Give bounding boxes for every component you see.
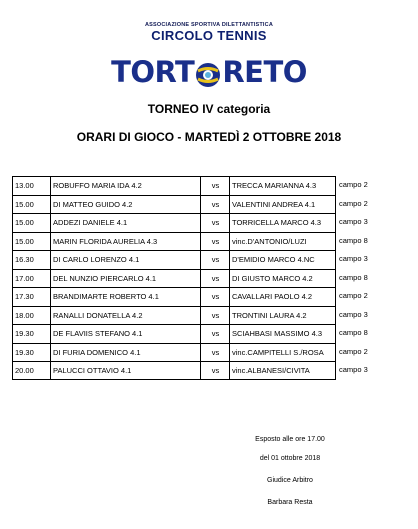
table-row [12,287,408,306]
table-row [12,343,408,362]
match-time: 19.30 [15,347,34,357]
player-one: DI FURIA DOMENICO 4.1 [50,344,201,362]
logo-text-right: RETO [222,55,307,89]
player-two: TORRICELLA MARCO 4.3 [229,214,338,232]
match-time: 16.30 [15,255,34,264]
versus-label: vs [200,177,230,195]
player-one: DI CARLO LORENZO 4.1 [50,251,201,269]
versus-label: vs [200,214,230,232]
court-label: campo 2 [339,180,368,189]
match-time: 20.00 [15,366,34,375]
versus-label: vs [200,233,230,251]
schedule-title: ORARI DI GIOCO - MARTEDÌ 2 OTTOBRE 2018 [76,130,342,144]
court-label: campo 3 [339,217,368,226]
player-two: D'EMIDIO MARCO 4.NC [229,251,338,269]
versus-label: vs [200,251,230,269]
court-label: campo 3 [339,309,368,319]
versus-label: vs [200,307,230,325]
player-one: RANALLI DONATELLA 4.2 [50,307,201,325]
player-two: TRONTINI LAURA 4.2 [229,307,338,325]
versus-label: vs [200,325,230,343]
court-label: campo 8 [339,328,368,337]
club-name: CIRCOLO TENNIS [151,28,267,43]
posted-time: Esposto alle ore 17.00 [255,436,325,443]
table-row [12,306,408,325]
match-time: 19.30 [15,329,34,338]
table-row [12,361,408,380]
player-two: VALENTINI ANDREA 4.1 [229,196,338,214]
player-two: CAVALLARI PAOLO 4.2 [229,288,338,306]
player-one: DI MATTEO GUIDO 4.2 [50,196,201,214]
logo-text-left: TORT [111,55,195,89]
player-two: SCIAHBASI MASSIMO 4.3 [229,325,338,343]
player-one: BRANDIMARTE ROBERTO 4.1 [50,288,201,306]
player-two: vinc.D'ANTONIO/LUZI [229,233,338,251]
court-label: campo 2 [339,291,368,300]
posted-date: del 01 ottobre 2018 [259,455,321,462]
player-two: vinc.CAMPITELLI S./ROSA [229,344,338,362]
player-one: DE FLAVIIS STEFANO 4.1 [50,325,201,343]
player-two: TRECCA MARIANNA 4.3 [229,177,338,195]
referee-name: Barbara Resta [267,499,313,506]
logo-wordmark [111,50,307,92]
tennis-ball-icon [195,58,221,84]
court-label: campo 3 [339,365,368,374]
match-time: 18.00 [15,310,34,320]
player-one: ROBUFFO MARIA IDA 4.2 [50,177,201,195]
court-label: campo 3 [339,254,368,263]
versus-label: vs [200,288,230,306]
referee-role: Giudice Arbitro [267,477,313,484]
club-logo [0,50,418,90]
player-one: PALUCCI OTTAVIO 4.1 [50,362,201,379]
table-row [12,195,408,214]
player-two: DI GIUSTO MARCO 4.2 [229,270,338,288]
court-label: campo 2 [339,346,368,356]
table-row [12,250,408,269]
match-time: 15.00 [15,218,34,227]
versus-label: vs [200,362,230,379]
court-label: campo 8 [339,272,368,282]
player-two: vinc.ALBANESI/CIVITA [229,362,338,379]
court-label: campo 8 [339,235,368,245]
match-time: 17.00 [15,273,34,283]
table-row [12,269,408,288]
match-time: 15.00 [15,236,34,246]
table-row [12,213,408,232]
tournament-title: TORNEO IV categoria [147,102,271,116]
versus-label: vs [200,196,230,214]
versus-label: vs [200,270,230,288]
match-time: 17.30 [15,292,34,301]
player-one: DEL NUNZIO PIERCARLO 4.1 [50,270,201,288]
match-time: 15.00 [15,199,34,209]
association-label: ASSOCIAZIONE SPORTIVA DILETTANTISTICA [145,22,273,28]
court-label: campo 2 [339,198,368,208]
schedule-table [12,176,408,380]
table-row [12,232,408,251]
match-time: 13.00 [15,181,34,190]
table-row [12,176,408,195]
versus-label: vs [200,344,230,362]
player-one: ADDEZI DANIELE 4.1 [50,214,201,232]
player-one: MARIN FLORIDA AURELIA 4.3 [50,233,201,251]
table-row [12,324,408,343]
